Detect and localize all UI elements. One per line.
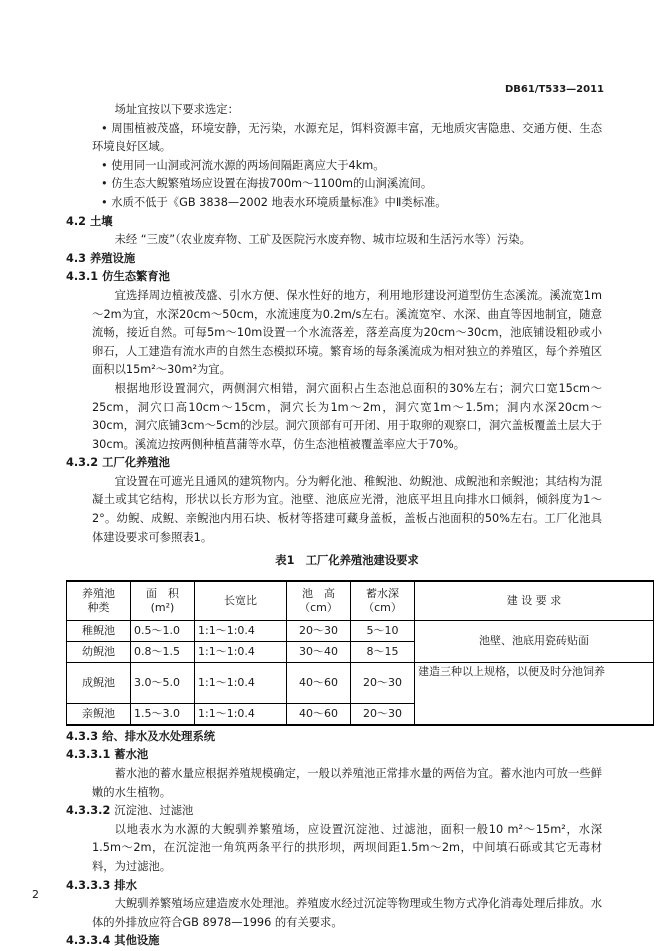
cell-depth: 20～30 bbox=[351, 703, 415, 725]
cell-depth: 5～10 bbox=[351, 620, 415, 641]
section-heading-4-3-1 bbox=[66, 268, 602, 287]
section-number: 4.3.3.3 bbox=[66, 878, 111, 892]
table-wrapper bbox=[66, 580, 654, 726]
header-pool-type: 养殖池 种类 bbox=[67, 581, 131, 621]
cell-height: 20～30 bbox=[287, 620, 351, 641]
bullet-item: • 周围植被茂盛，环境安静，无污染，水源充足，饵料资源丰富，无地质灾害隐患、交通方便、生态环境良好区域。 bbox=[92, 121, 602, 154]
section-heading-4-3-3-2 bbox=[66, 802, 602, 821]
section-number: 4.3.1 bbox=[66, 270, 99, 284]
cell-ratio: 1:1～1:0.4 bbox=[195, 620, 287, 641]
cell-type: 稚鲵池 bbox=[67, 620, 131, 641]
cell-ratio: 1:1～1:0.4 bbox=[195, 662, 287, 703]
standard-code: DB61/T533—2011 bbox=[504, 84, 604, 95]
section-text: 宜选择周边植被茂盛、引水方便、保水性好的地方，利用地形建设河道型仿生态溪流。溪流宽1m～2m为宜，水深20cm～50cm，水流速度为0.2m/s左右。溪流宽窄、水深、曲直等因地制宜，随意流畅，接近自然。可每5m～10m设置一个水流落差，落差高度为20cm～30cm，池底铺设粗砂或小卵石，人工建造有流水声的自然生态模拟环境。繁育场的每条溪流成为相对独立的养殖区，每个养殖区面积以15m²～30m²为宜。 bbox=[92, 288, 602, 377]
bullet-item: • 使用同一山洞或河流水源的两场间隔距离应大于4km。 bbox=[101, 158, 385, 172]
cell-depth: 20～30 bbox=[351, 662, 415, 703]
table-caption: 表1 工厂化养殖池建设要求 bbox=[275, 554, 419, 568]
section-title: 蓄水池 bbox=[114, 748, 149, 762]
document-body bbox=[66, 101, 605, 951]
section-title: 沉淀池、过滤池 bbox=[114, 804, 194, 818]
section-heading-4-3-3: 4.3.3 给、排水及水处理系统 bbox=[66, 729, 216, 743]
header-depth: 蓄水深 （cm） bbox=[351, 581, 415, 621]
cell-requirement: 池壁、池底用瓷砖贴面 bbox=[415, 620, 654, 662]
section-number: 4.3.3.1 bbox=[66, 748, 111, 762]
intro-text: 场址宜按以下要求选定： bbox=[114, 103, 239, 116]
section-text: 大鲵驯养繁殖场应建造废水处理池。养殖废水经过沉淀等物理或生物方式净化消毒处理后排放。水体的外排放应符合GB 8978—1996 的有关要求。 bbox=[92, 897, 602, 929]
bullet-item: • 仿生态大鲵繁殖场应设置在海拔700m～1100m的山涧溪流间。 bbox=[101, 177, 433, 191]
cell-depth: 8～15 bbox=[351, 641, 415, 662]
section-title: 工厂化养殖池 bbox=[102, 456, 170, 470]
cell-height: 30～40 bbox=[287, 641, 351, 662]
cell-type: 幼鲵池 bbox=[67, 641, 131, 662]
section-heading-4-3-3-4 bbox=[66, 932, 602, 951]
cell-height: 40～60 bbox=[287, 703, 351, 725]
section-text: 蓄水池的蓄水量应根据养殖规模确定，一般以养殖池正常排水量的两倍为宜。蓄水池内可放一些鲜嫩的水生植物。 bbox=[92, 767, 602, 799]
header-area: 面 积 (m²) bbox=[131, 581, 195, 621]
cell-ratio: 1:1～1:0.4 bbox=[195, 641, 287, 662]
cell-area: 1.5～3.0 bbox=[131, 703, 195, 725]
cell-ratio: 1:1～1:0.4 bbox=[195, 703, 287, 725]
section-text: 根据地形设置洞穴，两侧洞穴相错，洞穴面积占生态池总面积的30%左右；洞穴口宽15cm～25cm，洞穴口高10cm～15cm，洞穴长为1m～2m，洞穴宽1m～1.5m；洞内水深20cm～30cm，洞穴底铺3cm～5cm的沙层。洞穴顶部有可开闭、用于取卵的观察口，洞穴盖板覆盖土层大于30cm。溪流边按两侧种植菖蒲等水草，仿生态池植被覆盖率应大于70%。 bbox=[92, 381, 602, 451]
cell-type: 亲鲵池 bbox=[67, 703, 131, 725]
section-heading-4-3-3-1 bbox=[66, 746, 602, 765]
cell-area: 3.0～5.0 bbox=[131, 662, 195, 703]
cell-height: 40～60 bbox=[287, 662, 351, 703]
header-requirement: 建 设 要 求 bbox=[415, 581, 654, 621]
cell-type: 成鲵池 bbox=[67, 662, 131, 703]
cell-area: 0.5～1.0 bbox=[131, 620, 195, 641]
section-number: 4.3.3.2 bbox=[66, 804, 111, 818]
header-height: 池 高 （cm） bbox=[287, 581, 351, 621]
section-text: 以地表水为水源的大鲵驯养繁殖场，应设置沉淀池、过滤池，面积一般10 m²～15m²，水深1.5m～2m，在沉淀池一角筑两条平行的拱形坝，两坝间距1.5m～2m，中间填石砾或其它无毒材料，为过滤池。 bbox=[92, 822, 602, 873]
section-text: 未经 “三废”（农业废弃物、工矿及医院污水废弃物、城市垃圾和生活污水等）污染。 bbox=[114, 233, 531, 247]
page-number: 2 bbox=[32, 888, 39, 901]
table-header-row bbox=[67, 581, 654, 621]
section-heading-4-3: 4.3 养殖设施 bbox=[66, 251, 136, 265]
header-ratio: 长宽比 bbox=[195, 581, 287, 621]
cell-requirement: 建造三种以上规格，以便及时分池饲养 bbox=[415, 662, 654, 725]
section-title: 仿生态繁育池 bbox=[102, 270, 170, 284]
section-heading-4-2: 4.2 土壤 bbox=[66, 214, 113, 228]
section-number: 4.3.2 bbox=[66, 456, 99, 470]
section-number: 4.3.3.4 bbox=[66, 934, 111, 948]
section-heading-4-3-3-3 bbox=[66, 877, 602, 896]
section-heading-4-3-2 bbox=[66, 454, 602, 473]
section-title: 其他设施 bbox=[114, 934, 160, 948]
pool-requirements-table bbox=[66, 580, 654, 726]
table-row bbox=[67, 620, 654, 641]
section-title: 排水 bbox=[114, 878, 137, 892]
cell-area: 0.8～1.5 bbox=[131, 641, 195, 662]
table-row bbox=[67, 662, 654, 703]
section-text: 宜设置在可遮光且通风的建筑物内。分为孵化池、稚鲵池、幼鲵池、成鲵池和亲鲵池；其结构为混凝土或其它结构，形状以长方形为宜。池壁、池底应光滑，池底平坦且向排水口倾斜，倾斜度为1～2°。幼鲵、成鲵、亲鲵池内用石块、板材等搭建可藏身盖板，盖板占池面积的50%左右。工厂化池具体建设要求可参照表1。 bbox=[92, 474, 602, 544]
bullet-item: • 水质不低于《GB 3838—2002 地表水环境质量标准》中Ⅱ类标准。 bbox=[101, 195, 447, 209]
